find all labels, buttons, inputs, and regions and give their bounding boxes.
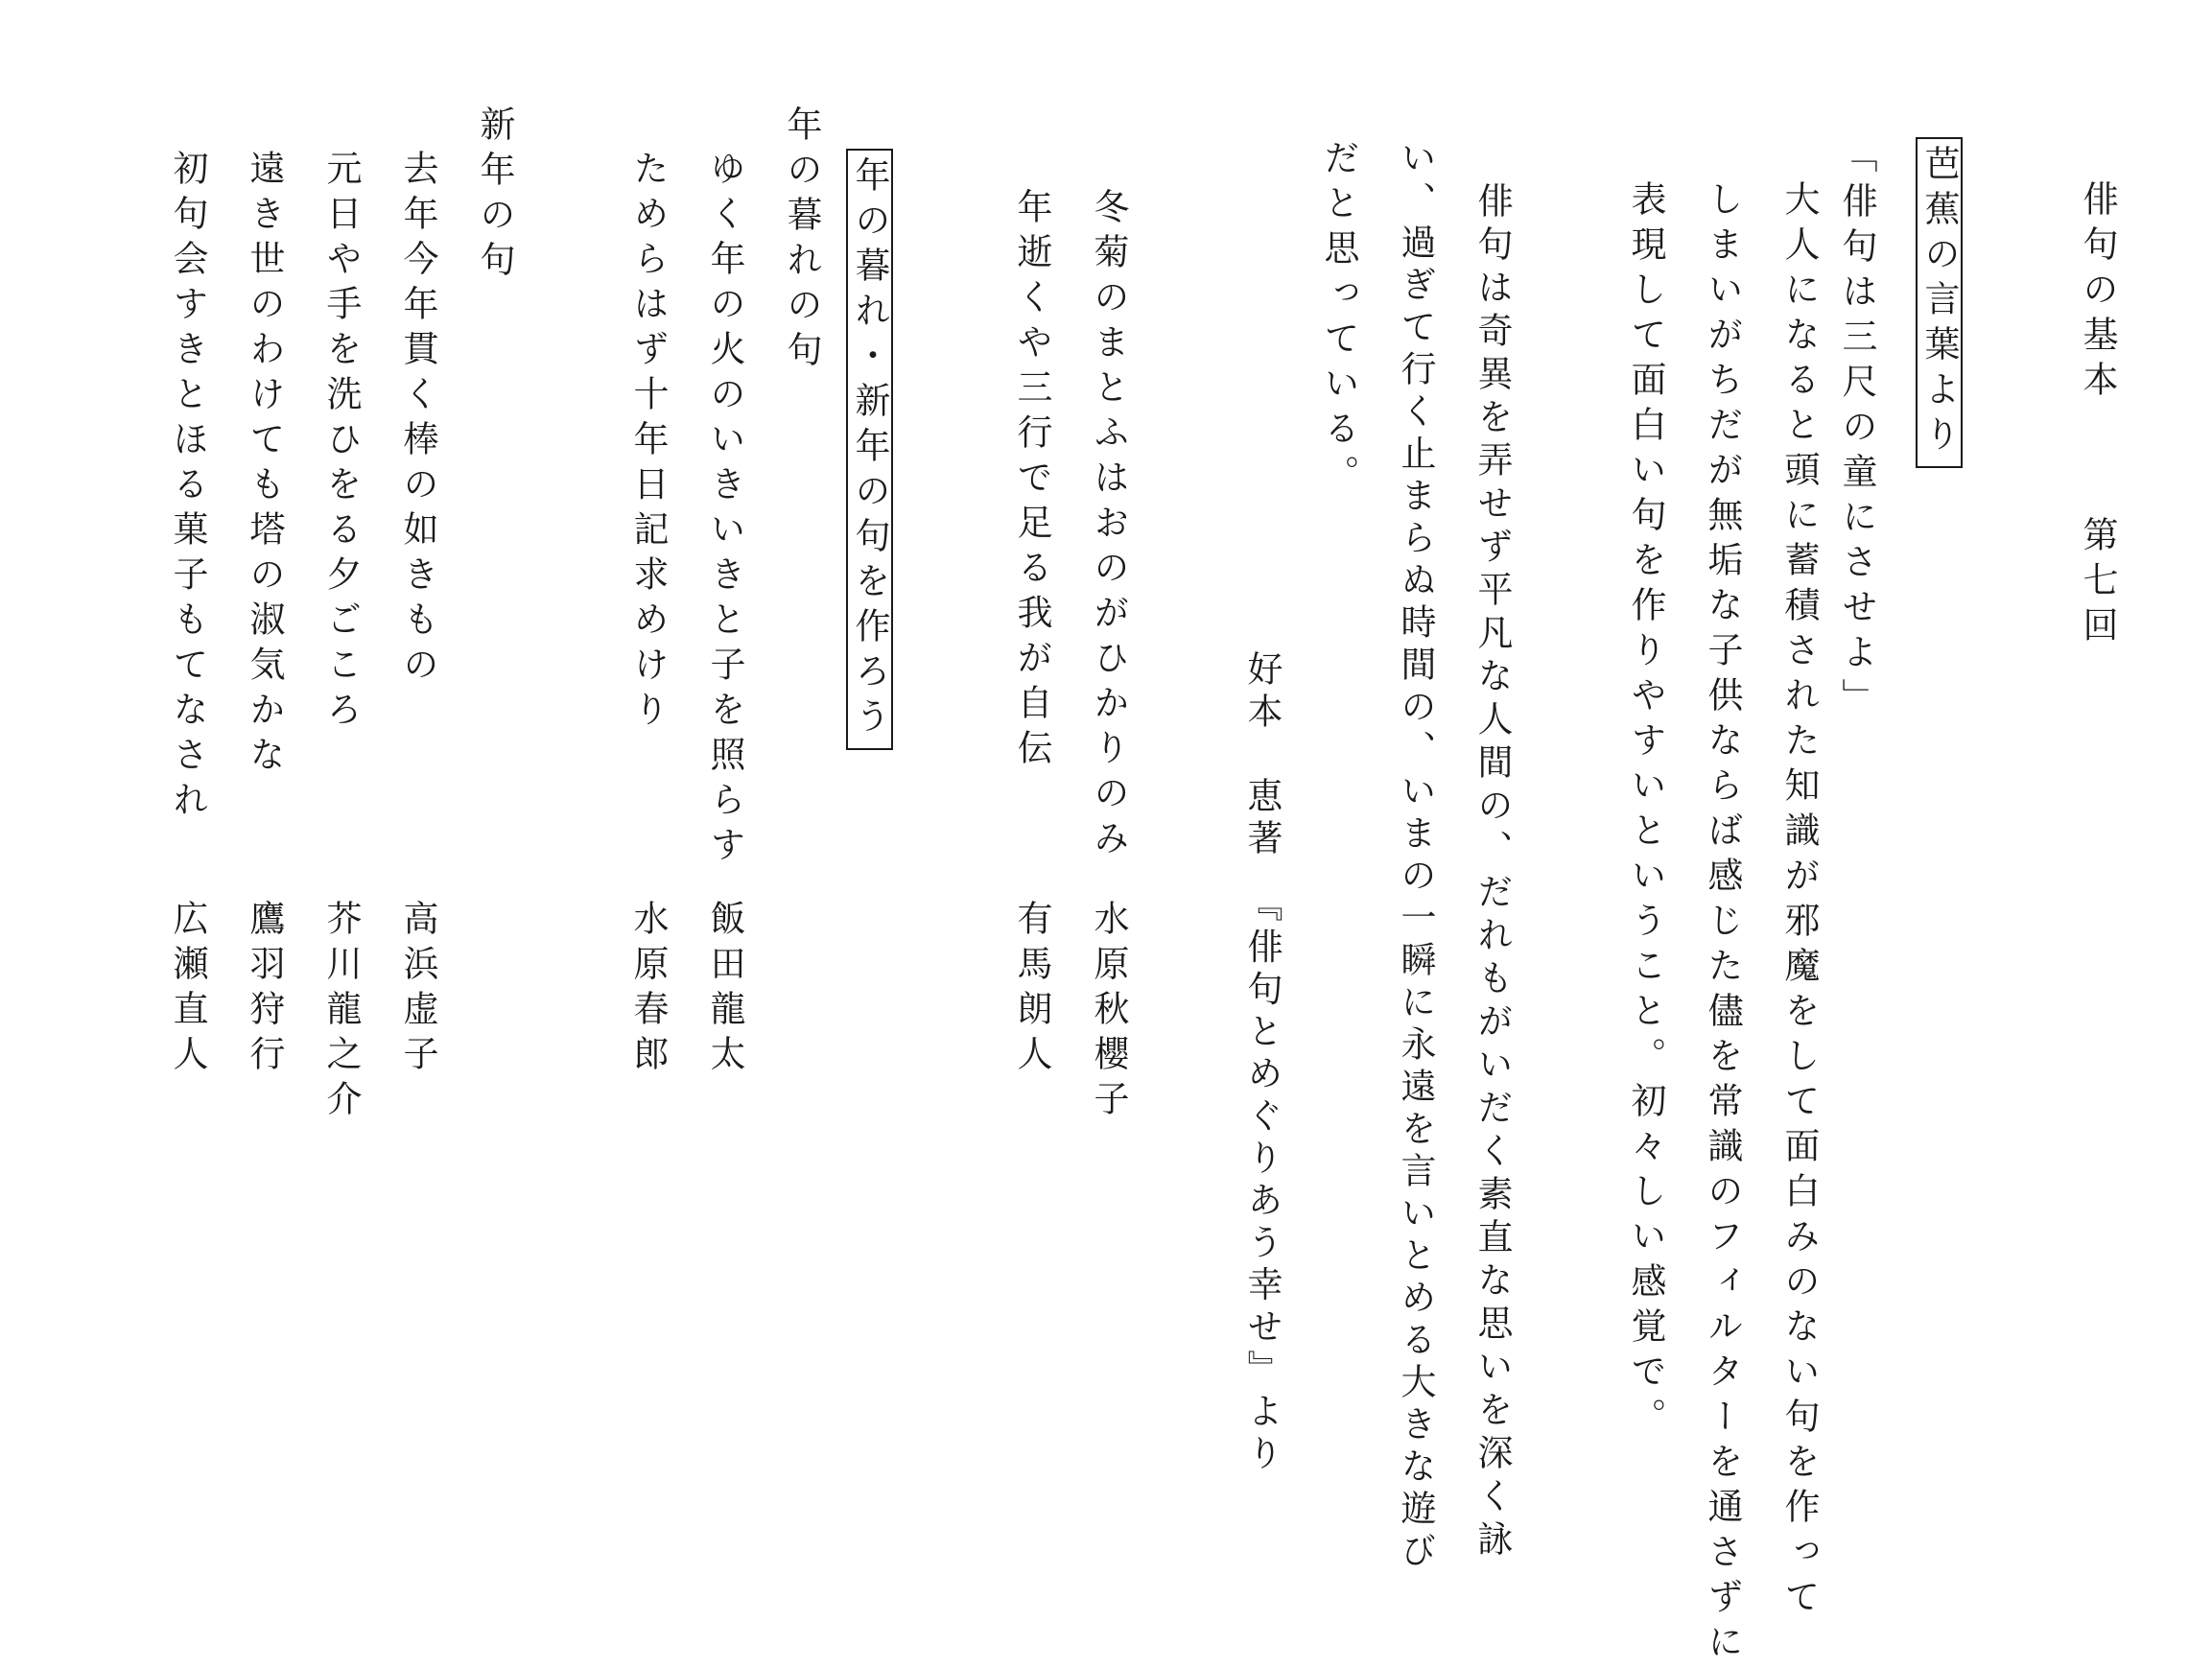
haiku-author: 水原秋櫻子 [1088,900,1129,1125]
document-title: 俳句の基本 [2077,180,2118,406]
essay-line: だと思っている。 [1318,139,1359,500]
essay-line: 俳句は奇異を弄せず平凡な人間の、だれもがいだく素直な思いを深く詠 [1471,139,1513,1563]
basho-quote: 「俳句は三尺の童にさせよ」 [1836,137,1877,723]
haiku-text: 冬菊のまとふはおのがひかりのみ [1088,188,1129,864]
haiku-author: 鷹羽狩行 [244,900,285,1080]
issue-number: 第七回 [2077,516,2118,651]
haiku-text: ためらはず十年日記求めけり [627,150,669,736]
new-year-heading: 新年の句 [474,106,515,286]
haiku-author: 広瀬直人 [167,900,208,1080]
haiku-author: 有馬朗人 [1011,900,1052,1080]
haiku-text: 遠き世のわけても塔の淑気かな [244,150,285,781]
section-title: 年の暮れ・新年の句を作ろう [846,149,893,750]
haiku-author: 高浜虚子 [397,900,438,1080]
haiku-author: 飯田龍太 [704,900,745,1080]
haiku-author: 芥川龍之介 [320,900,362,1125]
year-end-heading: 年の暮れの句 [781,106,822,376]
basho-section-title: 芭蕉の言葉より [1916,137,1963,468]
haiku-text: 元日や手を洗ひをる夕ごころ [320,150,362,736]
haiku-text: 去年今年貫く棒の如きもの [397,150,438,691]
basho-explanation-line: しまいがちだが無垢な子供ならば感じた儘を常識のフィルターを通さずに [1702,180,1743,1668]
haiku-text: ゆく年の火のいきいきと子を照らす [704,150,745,871]
haiku-author: 水原春郎 [627,900,669,1080]
basho-explanation-line: 表現して面白い句を作りやすいということ。初々しい感覚で。 [1625,180,1666,1443]
essay-source: 好本 恵著 『俳句とめぐりあう幸せ』より [1241,650,1282,1477]
haiku-text: 年逝くや三行で足る我が自伝 [1011,188,1052,774]
basho-explanation-line: 大人になると頭に蓄積された知識が邪魔をして面白みのない句を作って [1778,180,1820,1623]
essay-line: い、過ぎて行く止まらぬ時間の、いまの一瞬に永遠を言いとめる大きな遊び [1395,139,1436,1574]
haiku-text: 初句会すきとほる菓子もてなされ [167,150,208,826]
